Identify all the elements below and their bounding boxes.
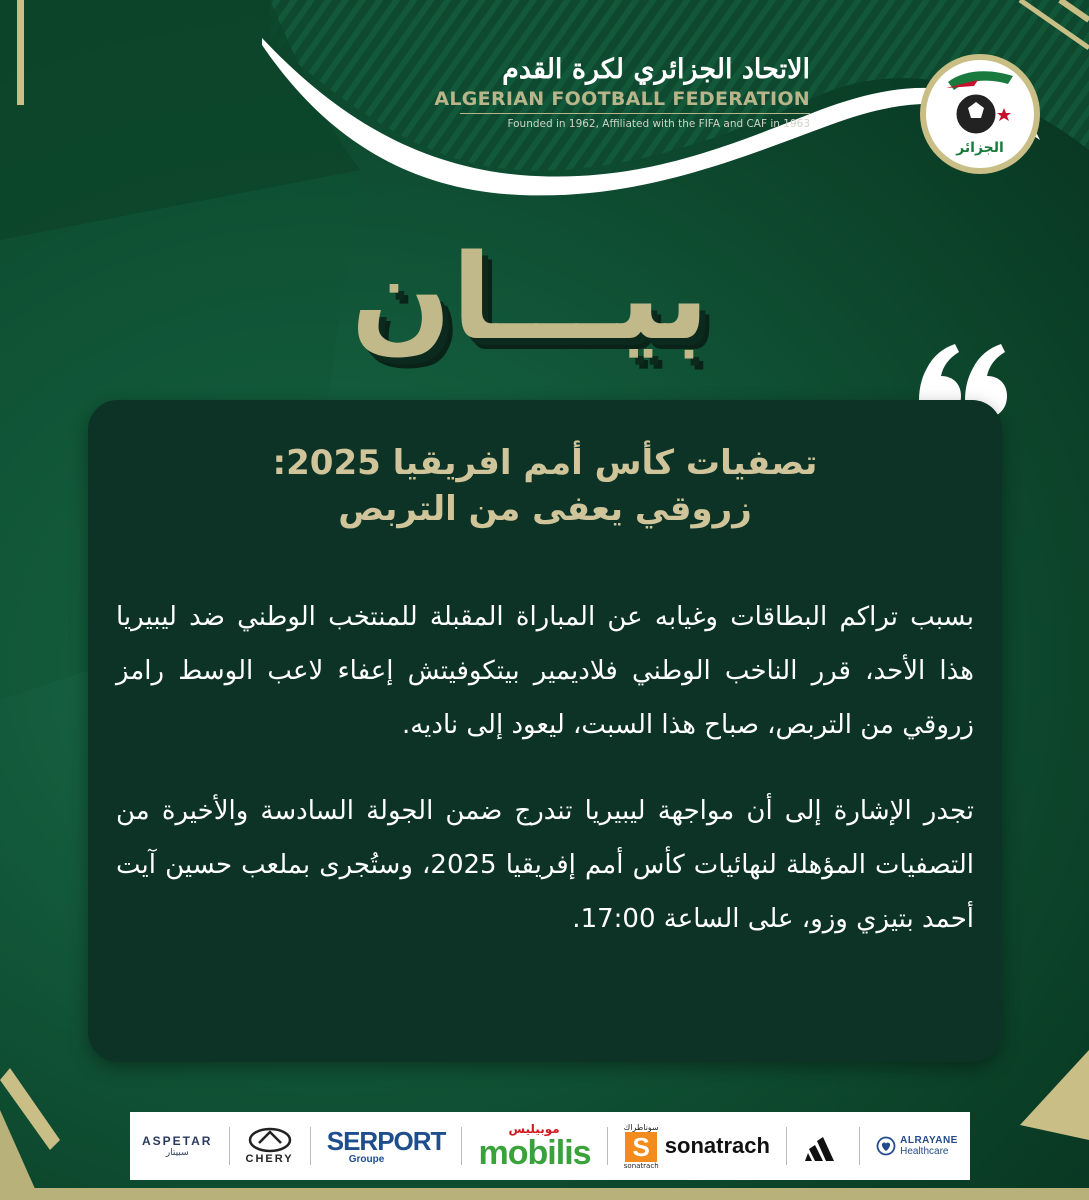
sponsor-divider — [607, 1127, 608, 1165]
alrayane-logo-sub: Healthcare — [900, 1146, 949, 1157]
sonatrach-logo-small: sonatrach — [623, 1161, 659, 1170]
sponsor-sonatrach — [624, 1116, 770, 1176]
sonatrach-logo-arabic: سوناطراك — [623, 1122, 659, 1132]
alrayane-logo-text: ALRAYANE — [900, 1135, 958, 1146]
sponsor-adidas — [803, 1116, 843, 1176]
statement-body — [116, 590, 974, 978]
serport-logo-text: SERPORT — [326, 1125, 446, 1156]
federation-name-english: ALGERIAN FOOTBALL FEDERATION — [434, 88, 810, 110]
logo-text: الجزائر — [956, 140, 1004, 156]
statement-card — [88, 400, 1002, 1062]
header-divider — [460, 113, 810, 114]
federation-subtitle: Founded in 1962, Affiliated with the FIFA and CAF in 1963 — [507, 118, 810, 130]
federation-header — [430, 52, 810, 131]
sponsor-divider — [461, 1127, 462, 1165]
statement-title-line1: تصفيات كأس أمم افريقيا 2025: — [272, 443, 818, 483]
sponsor-divider — [859, 1127, 860, 1165]
sponsor-divider — [310, 1127, 311, 1165]
mobilis-logo-text: mobilis — [478, 1134, 591, 1172]
statement-paragraph-2: تجدر الإشارة إلى أن مواجهة ليبيريا تندرج ضمن الجولة السادسة والأخيرة من التصفيات المؤهلة لنهائيات كأس أمم إفريقيا 2025، وستُجرى بملعب حسين آيت أحمد بتيزي وزو، على الساعة 17:00. — [116, 796, 974, 934]
mobilis-logo-arabic: موبيليس — [508, 1122, 560, 1136]
alrayane-text — [900, 1135, 958, 1157]
adidas-logo-icon — [803, 1131, 843, 1161]
sponsor-chery — [246, 1116, 294, 1176]
sonatrach-logo-icon: S — [625, 1132, 657, 1162]
headline-statement: بيـــان — [350, 228, 710, 366]
chery-logo-icon — [247, 1127, 293, 1153]
federation-name-arabic: الاتحاد الجزائري لكرة القدم — [502, 54, 810, 85]
aspetar-logo-text: ASPETAR — [142, 1134, 213, 1148]
bottom-strip — [0, 1188, 1089, 1200]
statement-paragraph-1: بسبب تراكم البطاقات وغيابه عن المباراة المقبلة للمنتخب الوطني ضد ليبيريا هذا الأحد، قرر الناخب الوطني فلاديمير بيتكوفيتش إعفاء لاعب الوسط رامز زروقي من التربص، صباح هذا السبت، ليعود إلى ناديه. — [116, 602, 974, 740]
statement-title-line2: زروقي يعفى من التربص — [338, 489, 752, 529]
aspetar-logo-arabic: سبيتار — [165, 1148, 189, 1158]
sponsor-aspetar — [142, 1116, 212, 1176]
sponsor-serport — [327, 1116, 446, 1176]
federation-logo-icon — [918, 52, 1042, 176]
sponsor-divider — [229, 1127, 230, 1165]
statement-title — [88, 440, 1002, 532]
sponsor-divider — [786, 1127, 787, 1165]
sonatrach-mark — [624, 1123, 659, 1170]
sponsor-alrayane — [876, 1116, 958, 1176]
sponsors-bar — [130, 1112, 970, 1180]
sonatrach-logo-text: sonatrach — [664, 1133, 770, 1158]
sponsor-mobilis — [479, 1116, 591, 1176]
chery-logo-text: CHERY — [245, 1153, 294, 1165]
alrayane-logo-icon — [876, 1136, 896, 1156]
serport-logo-sub: Groupe — [348, 1153, 385, 1165]
